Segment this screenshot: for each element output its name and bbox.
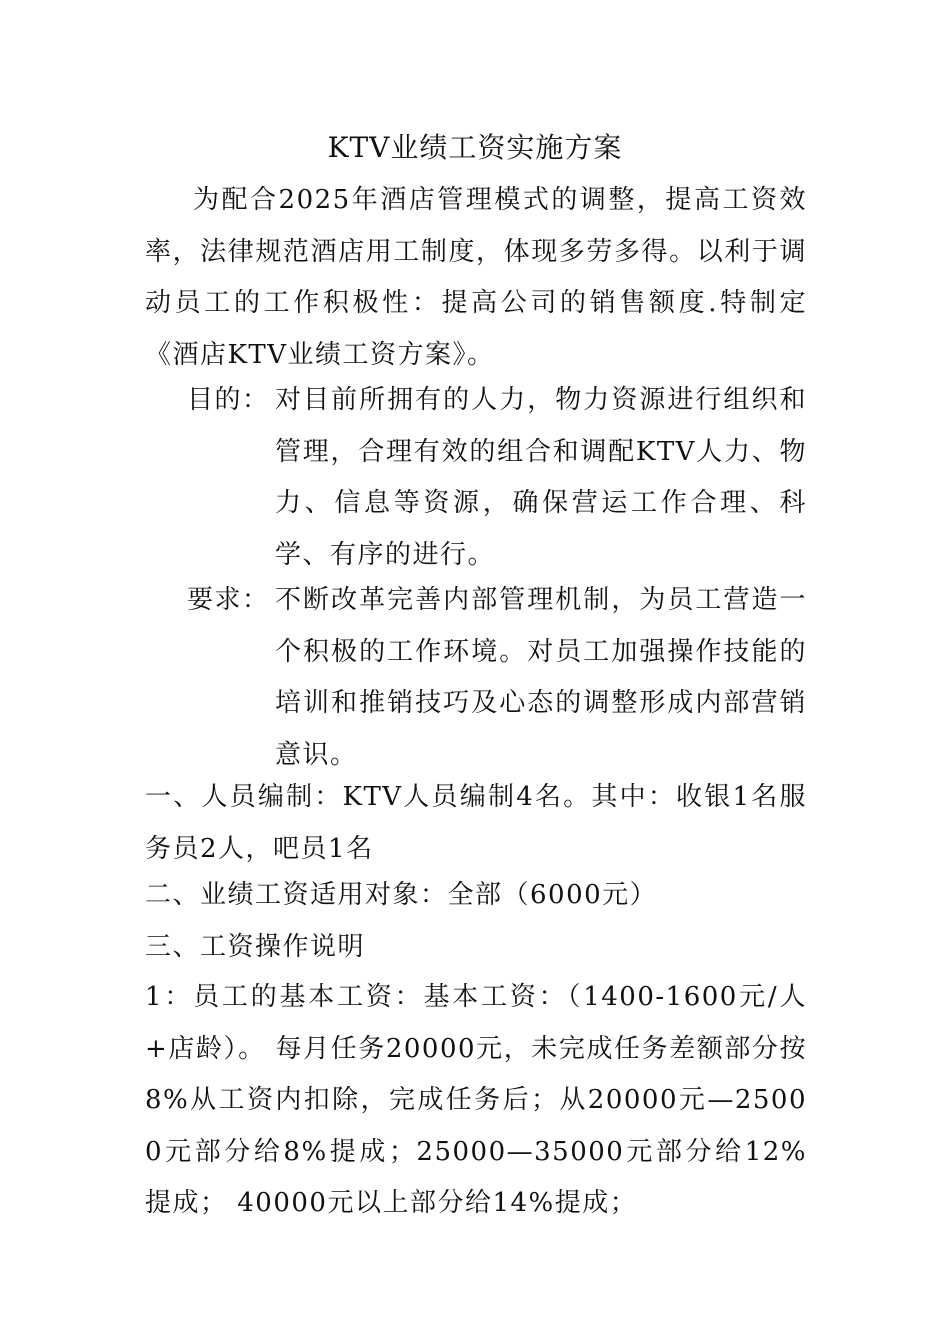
document-title: KTV业绩工资实施方案 [327, 131, 623, 164]
section-salary-instructions: 三、工资操作说明 [145, 932, 366, 962]
requirement-label: 要求： [187, 585, 270, 615]
intro-paragraph: 为配合2025年酒店管理模式的调整，提高工资效率，法律规范酒店用工制度，体现多劳多得。以利于调动员工的工作积极性：提高公司的销售额度.特制定《酒店KTV业绩工资方案》。 [145, 185, 807, 370]
section-applicable-target: 二、业绩工资适用对象：全部（6000元） [145, 880, 658, 910]
item-basic-salary: 1：员工的基本工资：基本工资：（1400-1600元/人+店龄）。 每月任务20000元，未完成任务差额部分按8%从工资内扣除，完成任务后；从20000元—25000元部分给8%提成；25000—35000元部分给12%提成； 40000元以上部分给14%提成； [145, 982, 807, 1218]
purpose-text: 对目前所拥有的人力，物力资源进行组织和管理，合理有效的组合和调配KTV人力、物力、信息等资源，确保营运工作合理、科学、有序的进行。 [275, 385, 807, 570]
requirement-text: 不断改革完善内部管理机制，为员工营造一个积极的工作环境。对员工加强操作技能的培训和推销技巧及心态的调整形成内部营销意识。 [275, 585, 807, 770]
section-staffing: 一、人员编制：KTV人员编制4名。其中：收银1名服务员2人，吧员1名 [145, 782, 807, 864]
purpose-label: 目的： [187, 385, 270, 415]
